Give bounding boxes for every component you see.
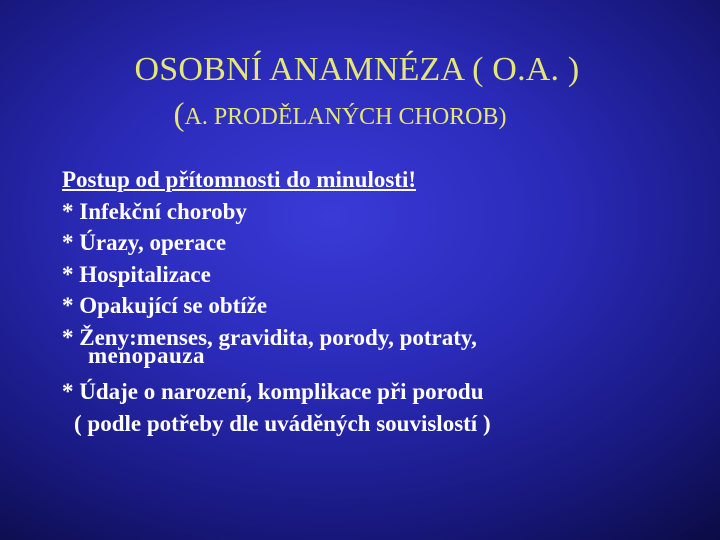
list-item-women-continued: menopauza	[88, 343, 205, 368]
list-heading: Postup od přítomnosti do minulosti!	[62, 167, 417, 192]
slide-subtitle	[0, 95, 700, 137]
list-item-recurring-problems: * Opakující se obtíže	[62, 293, 268, 318]
slide-title: OSOBNÍ ANAMNÉZA ( O.A. )	[134, 51, 580, 88]
list-item-hospitalization: * Hospitalizace	[62, 261, 211, 287]
subtitle-open-paren: (	[173, 97, 185, 133]
list-item-women: * Ženy:menses, gravidita, porody, potraty,	[62, 324, 477, 350]
bullet-list	[62, 164, 702, 439]
list-item-infections: * Infekční choroby	[62, 198, 247, 224]
list-note: ( podle potřeby dle uváděných souvislostí )	[74, 410, 491, 436]
subtitle-text: A. PRODĚLANÝCH CHOROB)	[184, 104, 507, 130]
list-item-injuries: * Úrazy, operace	[62, 230, 227, 255]
list-item-birth-data: * Údaje o narození, komplikace při porodu	[62, 379, 484, 404]
